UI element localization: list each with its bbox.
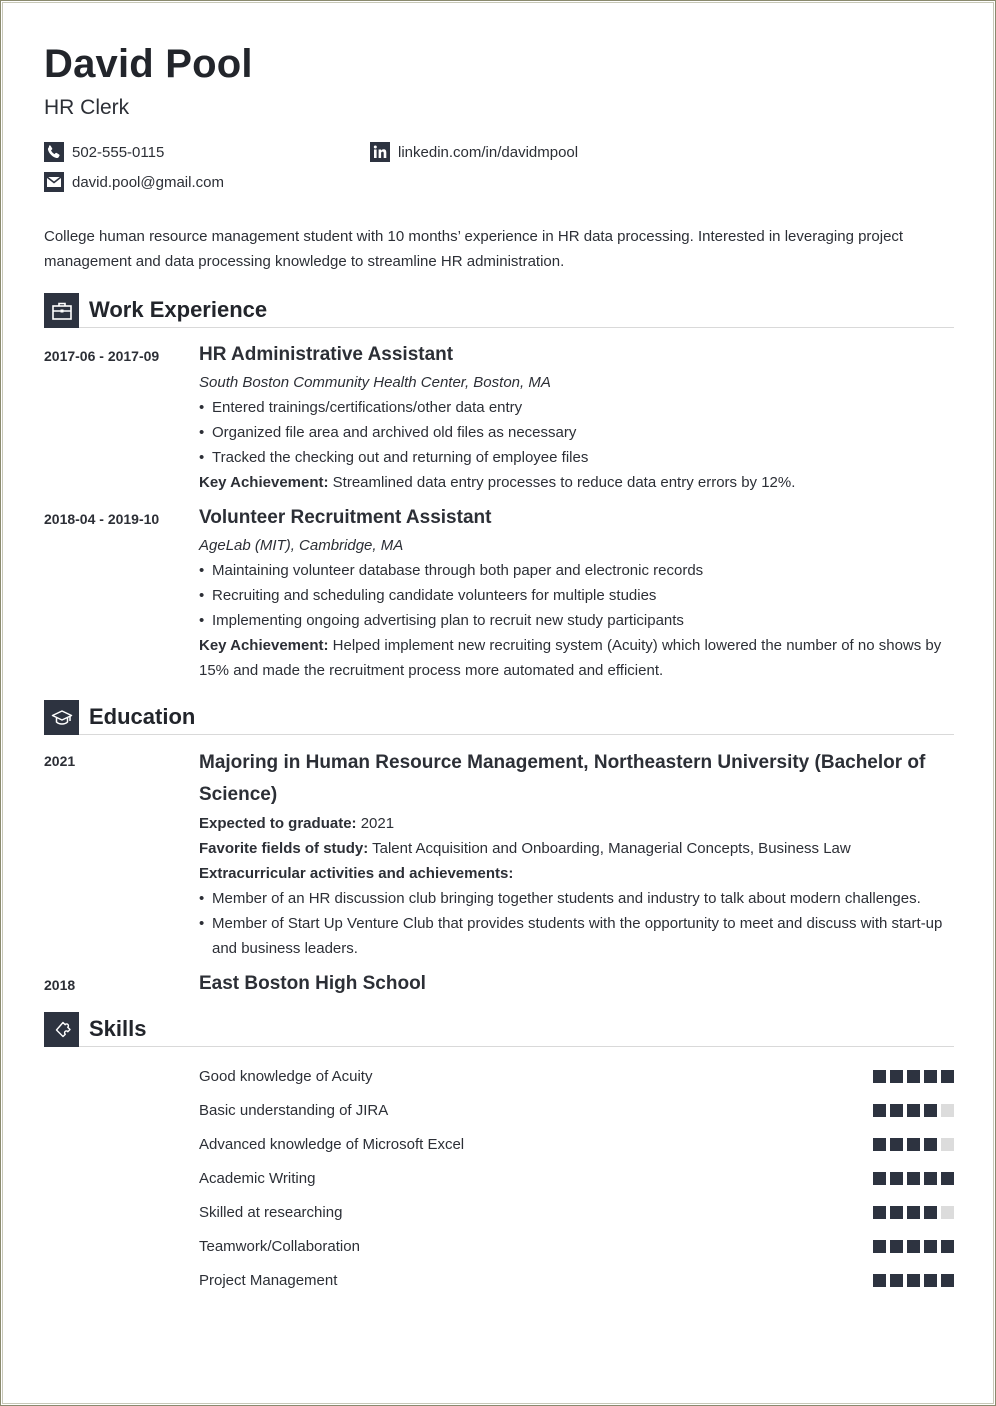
skill-row bbox=[199, 1195, 954, 1229]
work-experience-header bbox=[44, 292, 954, 328]
contact-linkedin bbox=[370, 142, 578, 162]
achievement-label: Key Achievement: bbox=[199, 474, 329, 491]
skill-name: Basic understanding of JIRA bbox=[199, 1101, 389, 1119]
skill-level bbox=[873, 1172, 954, 1185]
job-dates: 2017-06 - 2017-09 bbox=[44, 348, 160, 364]
skill-level-empty bbox=[941, 1206, 954, 1219]
work-experience-title: Work Experience bbox=[89, 296, 268, 322]
phone-icon bbox=[44, 142, 64, 162]
skill-level-filled bbox=[873, 1070, 886, 1083]
skill-level bbox=[873, 1070, 954, 1083]
skill-level-filled bbox=[941, 1240, 954, 1253]
job-entry bbox=[44, 342, 954, 495]
job-organization: South Boston Community Health Center, Boston, MA bbox=[199, 374, 551, 391]
job-organization: AgeLab (MIT), Cambridge, MA bbox=[199, 537, 404, 554]
skill-name: Skilled at researching bbox=[199, 1203, 343, 1221]
job-bullet: • Maintaining volunteer database through both paper and electronic records bbox=[199, 558, 954, 583]
job-bullets bbox=[199, 558, 954, 633]
skill-level bbox=[873, 1138, 954, 1151]
school-title: East Boston High School bbox=[199, 973, 426, 994]
summary-text: College human resource management student with 10 months’ experience in HR data processing. Interested in leveraging project management and data processing knowledge to streamline HR administration. bbox=[44, 228, 904, 270]
job-title: HR Administrative Assistant bbox=[199, 344, 454, 365]
skill-row bbox=[199, 1059, 954, 1093]
skill-level-filled bbox=[924, 1206, 937, 1219]
job-achievement bbox=[199, 633, 954, 683]
skill-row bbox=[199, 1229, 954, 1263]
skills-list bbox=[199, 1059, 954, 1297]
skill-level-filled bbox=[890, 1138, 903, 1151]
skill-level-filled bbox=[924, 1240, 937, 1253]
skill-row bbox=[199, 1161, 954, 1195]
skill-level-filled bbox=[873, 1172, 886, 1185]
education-year: 2021 bbox=[44, 753, 76, 769]
skill-level bbox=[873, 1104, 954, 1117]
education-year: 2018 bbox=[44, 977, 76, 993]
skill-level-filled bbox=[907, 1240, 920, 1253]
skill-level bbox=[873, 1240, 954, 1253]
skill-level-filled bbox=[941, 1070, 954, 1083]
job-bullets bbox=[199, 395, 954, 470]
resume-content bbox=[44, 41, 954, 1297]
skill-level-filled bbox=[890, 1240, 903, 1253]
skill-level-filled bbox=[873, 1138, 886, 1151]
puzzle-icon bbox=[44, 1012, 79, 1047]
skill-level-filled bbox=[924, 1138, 937, 1151]
extracurricular-bullet: • Member of an HR discussion club bringing together students and industry to talk about modern challenges. bbox=[199, 886, 954, 911]
skill-level-filled bbox=[924, 1172, 937, 1185]
job-entry bbox=[44, 505, 954, 683]
skill-level-filled bbox=[890, 1172, 903, 1185]
skill-level-filled bbox=[890, 1206, 903, 1219]
job-title: Volunteer Recruitment Assistant bbox=[199, 507, 492, 528]
skill-level-filled bbox=[907, 1138, 920, 1151]
education-title: Education bbox=[89, 703, 196, 729]
expected-label: Expected to graduate: bbox=[199, 815, 357, 832]
skill-row bbox=[199, 1093, 954, 1127]
job-bullet: • Organized file area and archived old files as necessary bbox=[199, 420, 954, 445]
skill-level-filled bbox=[907, 1070, 920, 1083]
job-bullet: • Recruiting and scheduling candidate volunteers for multiple studies bbox=[199, 583, 954, 608]
skill-level-filled bbox=[890, 1070, 903, 1083]
skill-row bbox=[199, 1127, 954, 1161]
extracurricular-bullet: • Member of Start Up Venture Club that provides students with the opportunity to meet and discuss with start-up and business leaders. bbox=[199, 911, 954, 961]
extracurricular bbox=[199, 861, 954, 886]
favorite-fields bbox=[199, 836, 954, 861]
phone-text: 502-555-0115 bbox=[72, 143, 165, 161]
linkedin-text: linkedin.com/in/davidmpool bbox=[398, 143, 579, 161]
email-icon bbox=[44, 172, 64, 192]
skills-title: Skills bbox=[89, 1015, 147, 1041]
skill-level-filled bbox=[907, 1104, 920, 1117]
extracurricular-label: Extracurricular activities and achievements: bbox=[199, 865, 514, 882]
job-bullet: • Implementing ongoing advertising plan to recruit new study participants bbox=[199, 608, 954, 633]
skill-level bbox=[873, 1274, 954, 1287]
skill-level-filled bbox=[941, 1172, 954, 1185]
skill-level-filled bbox=[907, 1274, 920, 1287]
skill-level-filled bbox=[873, 1206, 886, 1219]
skill-level-empty bbox=[941, 1104, 954, 1117]
skill-level-filled bbox=[873, 1274, 886, 1287]
graduation-cap-icon bbox=[44, 700, 79, 735]
skill-level-filled bbox=[924, 1070, 937, 1083]
email-text: david.pool@gmail.com bbox=[72, 173, 224, 191]
skill-level-filled bbox=[907, 1172, 920, 1185]
extracurricular-bullets bbox=[199, 886, 954, 961]
contact-email bbox=[44, 172, 224, 192]
skill-level-filled bbox=[924, 1104, 937, 1117]
skill-name: Project Management bbox=[199, 1271, 338, 1289]
fields-label: Favorite fields of study: bbox=[199, 840, 369, 857]
skill-level-empty bbox=[941, 1138, 954, 1151]
degree-title: Majoring in Human Resource Management, Northeastern University (Bachelor of Science) bbox=[199, 752, 926, 805]
candidate-name: David Pool bbox=[44, 42, 253, 86]
achievement-text: Helped implement new recruiting system (Acuity) which lowered the number of no shows by 15% and made the recruitment process more automated and efficient. bbox=[199, 637, 942, 679]
achievement-text: Streamlined data entry processes to reduce data entry errors by 12%. bbox=[332, 474, 796, 491]
job-bullet: • Entered trainings/certifications/other data entry bbox=[199, 395, 954, 420]
briefcase-icon bbox=[44, 293, 79, 328]
skill-level-filled bbox=[873, 1240, 886, 1253]
skill-name: Academic Writing bbox=[199, 1169, 316, 1187]
contact-block bbox=[44, 142, 954, 204]
education-entry bbox=[44, 971, 954, 997]
skill-level-filled bbox=[890, 1104, 903, 1117]
education-header bbox=[44, 699, 954, 735]
skill-name: Advanced knowledge of Microsoft Excel bbox=[199, 1135, 465, 1153]
linkedin-icon bbox=[370, 142, 390, 162]
skill-level-filled bbox=[890, 1274, 903, 1287]
skill-level-filled bbox=[924, 1274, 937, 1287]
skills-header bbox=[44, 1011, 954, 1047]
candidate-role: HR Clerk bbox=[44, 96, 130, 119]
skill-name: Teamwork/Collaboration bbox=[199, 1237, 360, 1255]
skill-row bbox=[199, 1263, 954, 1297]
skill-level-filled bbox=[941, 1274, 954, 1287]
expected-value: 2021 bbox=[360, 815, 395, 832]
education-entry bbox=[44, 747, 954, 961]
expected-graduation bbox=[199, 811, 954, 836]
skill-level-filled bbox=[873, 1104, 886, 1117]
contact-phone bbox=[44, 142, 164, 162]
job-dates: 2018-04 - 2019-10 bbox=[44, 511, 160, 527]
achievement-label: Key Achievement: bbox=[199, 637, 329, 654]
skill-name: Good knowledge of Acuity bbox=[199, 1067, 373, 1085]
fields-value: Talent Acquisition and Onboarding, Managerial Concepts, Business Law bbox=[372, 840, 851, 857]
skill-level-filled bbox=[907, 1206, 920, 1219]
job-achievement bbox=[199, 470, 954, 495]
skill-level bbox=[873, 1206, 954, 1219]
job-bullet: • Tracked the checking out and returning of employee files bbox=[199, 445, 954, 470]
